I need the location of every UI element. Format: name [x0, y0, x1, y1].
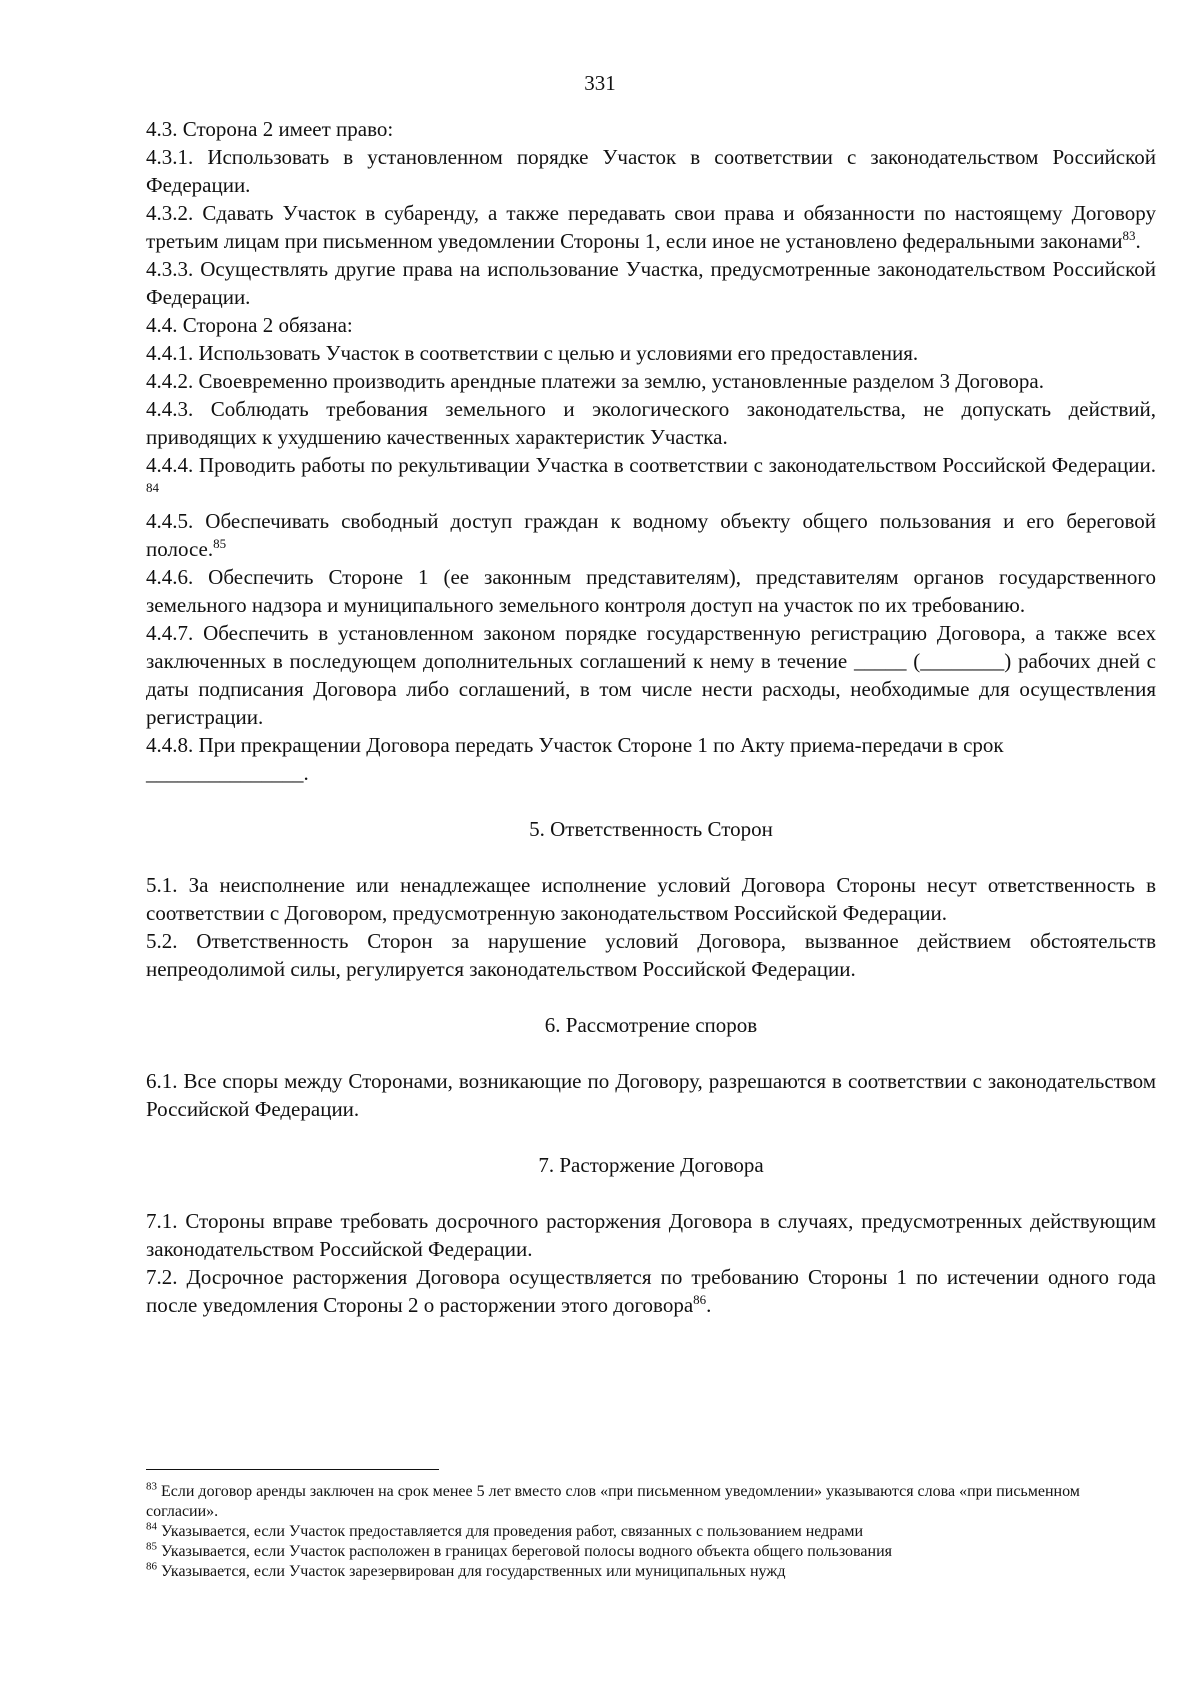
clause-4-3-2-text: 4.3.2. Сдавать Участок в субаренду, а также передавать свои права и обязанности по настоящему Договору третьим лицам при письменном уведомлении Стороны 1, если иное не установлено федеральными законами	[146, 201, 1156, 253]
footnote-text: Указывается, если Участок расположен в границах береговой полосы водного объекта общего пользования	[157, 1543, 892, 1560]
section-heading-5: 5. Ответственность Сторон	[529, 817, 773, 841]
clause-4-4-5	[146, 507, 1156, 563]
footnote-86	[146, 1562, 1156, 1582]
footnote-85	[146, 1542, 1156, 1562]
clause-7-2-text: 7.2. Досрочное расторжения Договора осуществляется по требованию Стороны 1 по истечении одного года после уведомления Стороны 2 о расторжении этого договора	[146, 1265, 1156, 1317]
clause-4-4-7: 4.4.7. Обеспечить в установленном законом порядке государственную регистрацию Договора, а также всех заключенных в последующем дополнительных соглашений к нему в течение _____ (________) рабочих дней с даты подписания Договора либо соглашений, в том числе нести расходы, необходимые для осуществления регистрации.	[146, 621, 1156, 729]
clause-4-4-4	[146, 451, 1156, 507]
footnote-number: 84	[146, 1520, 157, 1533]
footnote-text: Указывается, если Участок зарезервирован для государственных или муниципальных нужд	[157, 1563, 786, 1580]
clause-4-4-2: 4.4.2. Своевременно производить арендные платежи за землю, установленные разделом 3 Договора.	[146, 369, 1044, 393]
clause-7-2	[146, 1263, 1156, 1319]
clause-4-4-5-text: 4.4.5. Обеспечивать свободный доступ граждан к водному объекту общего пользования и его береговой полосе.	[146, 509, 1156, 561]
clause-4-4-6: 4.4.6. Обеспечить Стороне 1 (ее законным представителям), представителям органов государственного земельного надзора и муниципального земельного контроля доступ на участок по их требованию.	[146, 565, 1156, 617]
footnote-83	[146, 1482, 1156, 1522]
clause-4-4-8: 4.4.8. При прекращении Договора передать Участок Стороне 1 по Акту приема-передачи в срок	[146, 733, 1004, 757]
document-body	[146, 115, 1156, 1319]
footnote-ref-83: 83	[1122, 228, 1136, 243]
section-heading-7: 7. Расторжение Договора	[538, 1153, 764, 1177]
clause-7-2-end: .	[706, 1293, 712, 1317]
clause-4-4-3: 4.4.3. Соблюдать требования земельного и экологического законодательства, не допускать действий, приводящих к ухудшению качественных характеристик Участка.	[146, 397, 1156, 449]
footnote-ref-86: 86	[693, 1292, 707, 1307]
footnote-number: 83	[146, 1480, 157, 1493]
clause-4-3: 4.3. Сторона 2 имеет право:	[146, 117, 394, 141]
footnotes	[146, 1482, 1156, 1582]
clause-4-3-2-end: .	[1135, 229, 1141, 253]
section-heading-6: 6. Рассмотрение споров	[544, 1013, 758, 1037]
clause-4-3-1: 4.3.1. Использовать в установленном порядке Участок в соответствии с законодательством Российской Федерации.	[146, 145, 1156, 197]
footnote-84	[146, 1522, 1156, 1542]
clause-5-1: 5.1. За неисполнение или ненадлежащее исполнение условий Договора Стороны несут ответственность в соответствии с Договором, предусмотренную законодательством Российской Федерации.	[146, 873, 1156, 925]
page-number: 331	[584, 71, 616, 95]
clause-4-3-3: 4.3.3. Осуществлять другие права на использование Участка, предусмотренные законодательством Российской Федерации.	[146, 257, 1156, 309]
footnote-text: Указывается, если Участок предоставляется для проведения работ, связанных с пользованием недрами	[157, 1523, 864, 1540]
clause-5-2: 5.2. Ответственность Сторон за нарушение условий Договора, вызванное действием обстоятельств непреодолимой силы, регулируется законодательством Российской Федерации.	[146, 929, 1156, 981]
footnote-separator	[146, 1469, 439, 1470]
footnote-number: 86	[146, 1560, 157, 1573]
footnote-ref-85: 85	[213, 536, 227, 551]
footnote-ref-84: 84	[146, 480, 159, 495]
clause-4-4-1: 4.4.1. Использовать Участок в соответствии с целью и условиями его предоставления.	[146, 341, 919, 365]
clause-4-4-8-blank: _______________.	[146, 761, 309, 785]
clause-4-3-2	[146, 199, 1156, 255]
clause-7-1: 7.1. Стороны вправе требовать досрочного расторжения Договора в случаях, предусмотренных действующим законодательством Российской Федерации.	[146, 1209, 1156, 1261]
clause-6-1: 6.1. Все споры между Сторонами, возникающие по Договору, разрешаются в соответствии с законодательством Российской Федерации.	[146, 1069, 1156, 1121]
clause-4-4: 4.4. Сторона 2 обязана:	[146, 313, 353, 337]
clause-4-4-4-text: 4.4.4. Проводить работы по рекультивации Участка в соответствии с законодательством Российской Федерации.	[146, 453, 1156, 477]
footnote-text: Если договор аренды заключен на срок менее 5 лет вместо слов «при письменном уведомлении» указываются слова «при письменном согласии».	[146, 1483, 1080, 1520]
footnote-number: 85	[146, 1540, 157, 1553]
